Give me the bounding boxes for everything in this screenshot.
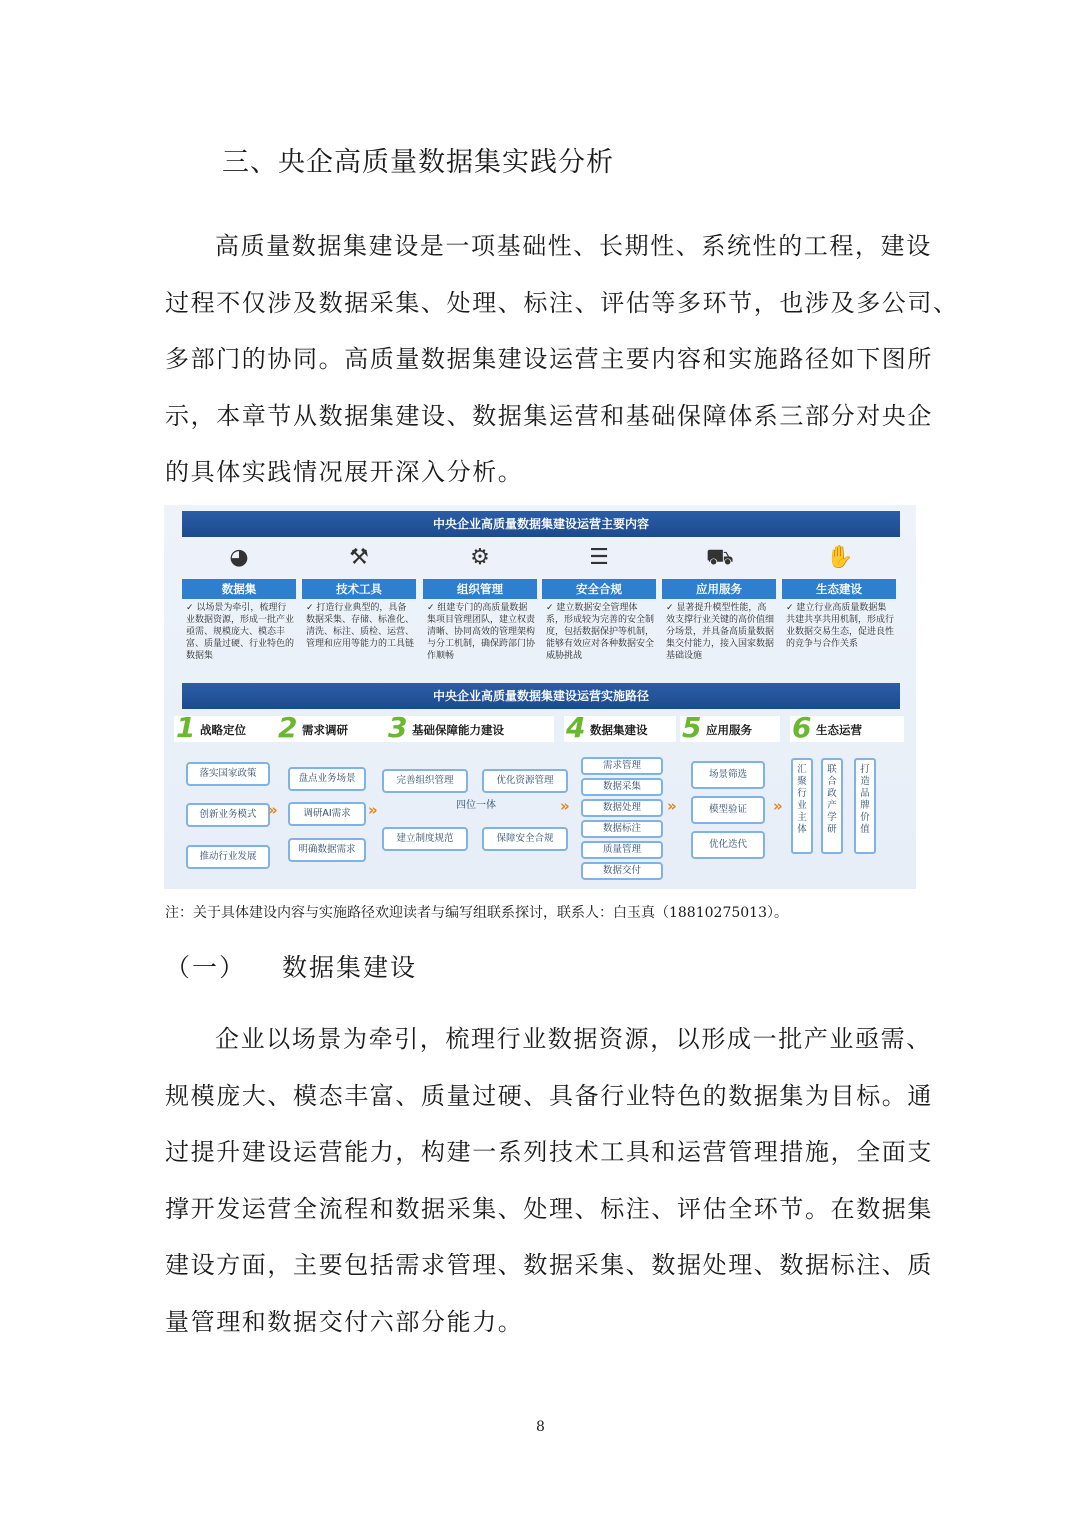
column-desc: ✓ 建立数据安全管理体系，形成较为完善的安全制度，包括数据保护等机制，能够有效应对各种数据安全威胁挑战	[546, 603, 655, 661]
flow-arrow: »	[773, 797, 783, 815]
tools-icon: ⚒	[349, 545, 369, 570]
page-number: 8	[536, 1419, 545, 1435]
step-label: 数据集建设	[590, 723, 648, 737]
paragraph-line: 示，本章节从数据集建设、数据集运营和基础保障体系三部分对央企	[165, 401, 933, 430]
foundation-center: 四位一体	[456, 800, 496, 811]
paragraph-line: 高质量数据集建设是一项基础性、长期性、系统性的工程，建设	[215, 232, 932, 260]
column-label: 生态建设	[782, 579, 896, 599]
dataset-item: 需求管理	[581, 757, 663, 775]
step-label: 基础保障能力建设	[412, 723, 504, 737]
column-label: 安全合规	[542, 579, 656, 599]
column-label: 数据集	[182, 579, 296, 599]
step-number: 5	[682, 711, 702, 744]
service-item: 模型验证	[691, 796, 765, 824]
foundation-item: 建立制度规范	[382, 827, 468, 851]
paragraph-line: 的具体实践情况展开深入分析。	[165, 458, 524, 486]
path-step	[790, 711, 904, 744]
body-paragraph	[165, 1011, 933, 1350]
column-desc: ✓ 组建专门的高质量数据集项目管理团队，建立权责清晰、协同高效的管理架构与分工机制，确保跨部门协作顺畅	[427, 603, 536, 661]
content-column	[423, 541, 537, 681]
strategy-item: 创新业务模式	[186, 803, 270, 827]
flow-arrow: »	[560, 797, 570, 815]
paragraph-line: 建设方面，主要包括需求管理、数据采集、数据处理、数据标注、质	[165, 1251, 933, 1279]
step-label: 需求调研	[302, 723, 348, 737]
handshake-icon: ✋	[826, 545, 854, 570]
org-icon: ⚙	[470, 545, 490, 570]
content-column	[782, 541, 896, 681]
dataset-item: 数据标注	[581, 820, 663, 838]
section-heading: 三、央企高质量数据集实践分析	[222, 147, 614, 178]
flow-arrow: »	[368, 801, 378, 819]
content-column	[302, 541, 416, 681]
column-desc: ✓ 建立行业高质量数据集共建共享共用机制，形成行业数据交易生态，促进良性的竞争与合作关系	[786, 603, 895, 649]
flow-arrow: »	[667, 797, 677, 815]
step-number: 1	[176, 711, 196, 744]
path-step	[680, 711, 780, 744]
ecosystem-item: 联合政产学研	[821, 758, 843, 854]
content-column	[182, 541, 296, 681]
research-item: 明确数据需求	[288, 838, 366, 862]
step-label: 生态运营	[816, 723, 862, 737]
foundation-item: 优化资源管理	[482, 769, 568, 793]
paragraph-line: 企业以场景为牵引，梳理行业数据资源，以形成一批产业亟需、	[215, 1025, 932, 1053]
column-desc: ✓ 以场景为牵引，梳理行业数据资源，形成一批产业亟需、规模庞大、模态丰富、质量过硬、行业特色的数据集	[186, 603, 295, 661]
intro-paragraph	[165, 218, 959, 501]
figure-note: 注：关于具体建设内容与实施路径欢迎读者与编写组联系探讨，联系人：白玉真（18810275013）。	[165, 905, 788, 921]
strategy-item: 落实国家政策	[186, 762, 270, 786]
service-item: 场景筛选	[691, 761, 765, 789]
step-number: 4	[566, 711, 586, 744]
path-step	[276, 711, 388, 744]
step-label: 应用服务	[706, 723, 752, 737]
paragraph-line: 量管理和数据交付六部分能力。	[165, 1307, 524, 1336]
dataset-item: 数据交付	[581, 862, 663, 880]
subsection-heading	[165, 948, 417, 984]
column-desc: ✓ 显著提升模型性能，高效支撑行业关键的高价值细分场景，并具备高质量数据集交付能力，接入国家数据基础设施	[666, 603, 775, 661]
research-item: 盘点业务场景	[288, 767, 366, 791]
column-label: 组织管理	[423, 579, 537, 599]
step-number: 3	[388, 711, 408, 744]
foundation-item: 完善组织管理	[382, 769, 468, 793]
dataset-item: 数据处理	[581, 799, 663, 817]
content-column	[662, 541, 776, 681]
pie-chart-icon: ◕	[229, 545, 249, 570]
bottom-banner: 中央企业高质量数据集建设运营实施路径	[182, 683, 900, 709]
subsection-title: 数据集建设	[282, 953, 418, 982]
subsection-number: （一）	[165, 953, 247, 982]
content-column	[542, 541, 656, 681]
paragraph-line: 过程不仅涉及数据采集、处理、标注、评估等多环节，也涉及多公司、	[165, 288, 959, 317]
ecosystem-item: 打造品牌价值	[854, 758, 876, 854]
foundation-item: 保障安全合规	[482, 827, 568, 851]
document-icon: ☰	[589, 545, 609, 570]
step-number: 6	[792, 711, 812, 744]
infographic	[164, 505, 916, 889]
column-label: 技术工具	[302, 579, 416, 599]
dataset-item: 质量管理	[581, 841, 663, 859]
flow-arrow: »	[268, 801, 278, 819]
research-item: 调研AI需求	[288, 802, 366, 826]
column-label: 应用服务	[662, 579, 776, 599]
paragraph-line: 规模庞大、模态丰富、质量过硬、具备行业特色的数据集为目标。通	[165, 1081, 933, 1110]
dataset-item: 数据采集	[581, 778, 663, 796]
cart-icon: ⛟	[706, 545, 734, 570]
path-step	[174, 711, 286, 744]
service-item: 优化迭代	[691, 831, 765, 859]
step-number: 2	[278, 711, 298, 744]
strategy-item: 推动行业发展	[186, 845, 270, 869]
paragraph-line: 撑开发运营全流程和数据采集、处理、标注、评估全环节。在数据集	[165, 1194, 933, 1223]
top-banner: 中央企业高质量数据集建设运营主要内容	[182, 511, 900, 537]
step-label: 战略定位	[200, 723, 246, 737]
path-step	[386, 711, 554, 744]
ecosystem-item: 汇聚行业主体	[791, 758, 813, 854]
paragraph-line: 过提升建设运营能力，构建一系列技术工具和运营管理措施，全面支	[165, 1138, 933, 1166]
path-step	[564, 711, 676, 744]
paragraph-line: 多部门的协同。高质量数据集建设运营主要内容和实施路径如下图所	[165, 345, 933, 373]
column-desc: ✓ 打造行业典型的，具备数据采集、存储、标准化、清洗、标注、质检、运营、管理和应用等能力的工具链	[306, 603, 415, 649]
